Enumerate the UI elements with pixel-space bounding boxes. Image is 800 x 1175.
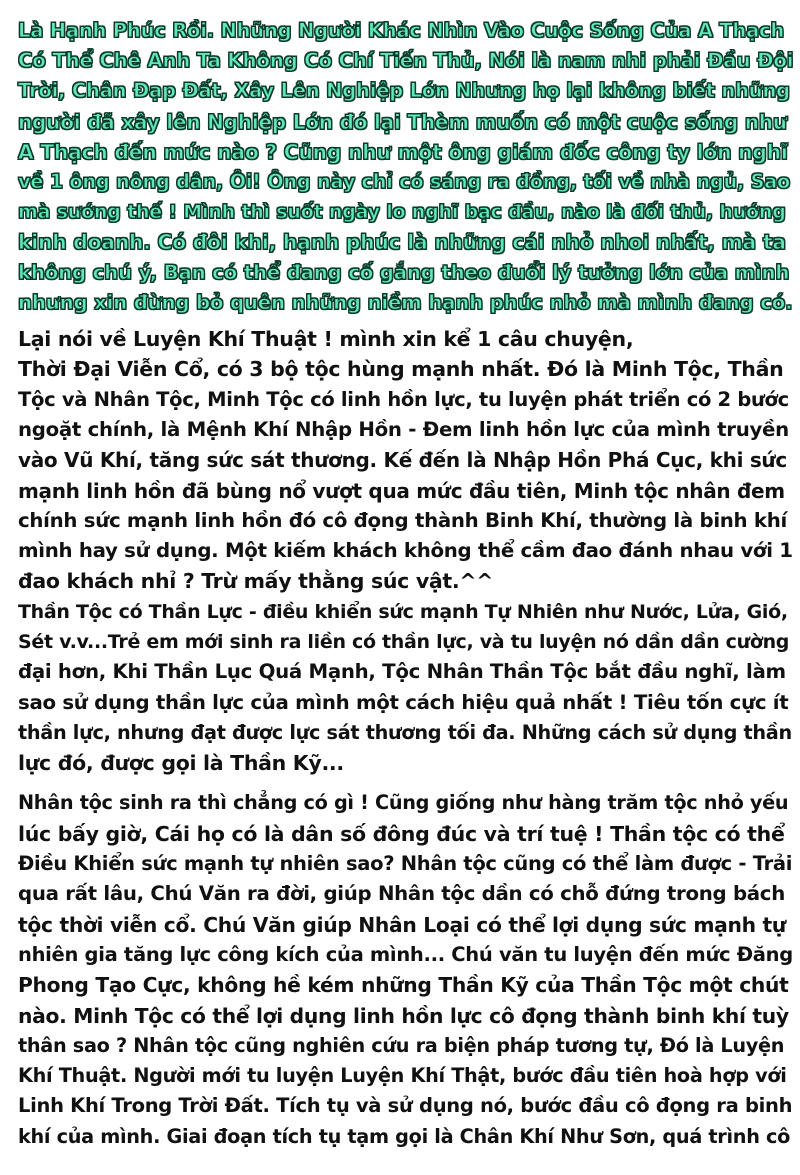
text-line: Thời Đại Viễn Cổ, có 3 bộ tộc hùng mạnh nhất. Đó là Minh Tộc, Thần xyxy=(18,357,784,382)
text-line: mình hay sử dụng. Một kiếm khách không thể cầm đao đánh nhau với 1 xyxy=(18,539,793,563)
text-line: Phong Tạo Cực, không hề kém những Thần Kỹ của Thần Tộc một chút xyxy=(18,973,789,998)
text-line: nhiên gia tăng lực công kích của mình... Chú văn tu luyện đến mức Đăng xyxy=(18,942,793,966)
text-line: Điều Khiển sức mạnh tự nhiên sao? Nhân tộc cũng có thể làm được - Trải xyxy=(18,852,793,876)
text-line: qua rất lâu, Chú Văn ra đời, giúp Nhân tộc dần có chỗ đứng trong bách xyxy=(18,882,785,906)
text-line: lúc bấy giờ, Cái họ có là dân số đông đúc và trí tuệ ! Thần tộc có thể xyxy=(18,821,785,846)
text-line: Lại nói về Luyện Khí Thuật ! mình xin kể 1 câu chuyện, xyxy=(18,327,634,352)
intro-line: không chú ý, Bạn có thể đang cố gắng theo đuổi lý tưởng lớn của mình xyxy=(18,260,790,284)
text-line: Thần Tộc có Thần Lực - điều khiển sức mạnh Tự Nhiên như Nước, Lửa, Gió, xyxy=(18,600,788,623)
text-line: khí của mình. Giai đoạn tích tụ tạm gọi là Chân Khí Như Sơn, quá trình cô xyxy=(18,1124,791,1148)
intro-passage xyxy=(18,16,794,318)
text-line: vào Vũ Khí, tăng sức sát thương. Kế đến là Nhập Hồn Phá Cục, khi sức xyxy=(18,448,787,473)
intro-line: về 1 ông nông dân, Ôi! Ông này chỉ có sáng ra đồng, tối về nhà ngủ, Sao xyxy=(18,170,791,194)
text-line: tộc thời viễn cổ. Chú Văn giúp Nhân Loại có thể lợi dụng sức mạnh tự xyxy=(18,912,786,937)
text-line: Linh Khí Trong Trời Đất. Tích tụ và sử dụng nó, bước đầu cô đọng ra binh xyxy=(18,1094,793,1118)
text-line: đại hơn, Khi Thần Lục Quá Mạnh, Tộc Nhân Thần Tộc bắt đầu nghĩ, làm xyxy=(18,660,786,684)
intro-line: nhưng xin đừng bỏ quên những niềm hạnh phúc nhỏ mà mình đang có. xyxy=(18,290,793,314)
intro-line: Có Thể Chê Anh Ta Không Có Chí Tiến Thủ, Nói là nam nhi phải Đầu Đội xyxy=(18,49,794,73)
intro-line: Trời, Chân Đạp Đất, Xây Lên Nghiệp Lớn Nhưng họ lại không biết những xyxy=(18,79,790,103)
text-line: sao sử dụng thần lực của mình một cách hiệu quả nhất ! Tiêu tốn cực ít xyxy=(18,690,789,714)
paragraph-nhan-toc xyxy=(18,788,793,1152)
text-line: lực đó, được gọi là Thần Kỹ... xyxy=(18,751,344,776)
paragraph-than-toc xyxy=(18,597,790,779)
text-line: Tộc và Nhân Tộc, Minh Tộc có linh hồn lực, tu luyện phát triển có 2 bước xyxy=(18,387,789,411)
text-line: đao khách nhỉ ? Trừ mấy thằng súc vật.^^ xyxy=(18,569,494,594)
text-line: thần lực, nhưng đạt được lực sát thương tối đa. Những cách sử dụng thần xyxy=(18,720,792,744)
text-line: chính sức mạnh linh hồn đó cô đọng thành Binh Khí, thường là binh khí xyxy=(18,508,787,532)
text-line: nào. Minh Tộc có thể lợi dụng linh hồn lực cô đọng thành binh khí tuỳ xyxy=(18,1003,789,1028)
text-line: mạnh linh hồn đã bùng nổ vượt qua mức đầu tiên, Minh tộc nhân đem xyxy=(18,478,785,503)
intro-line: mà sướng thế ! Mình thì suốt ngày lo nghĩ bạc đầu, nào là đối thủ, hướng xyxy=(18,201,786,224)
text-line: thân sao ? Nhân tộc cũng nghiên cứu ra biện pháp tương tự, Đó là Luyện xyxy=(18,1033,785,1057)
intro-line: kinh doanh. Có đôi khi, hạnh phúc là những cái nhỏ nhoi nhất, mà ta xyxy=(18,230,786,255)
text-line: Sét v.v...Trẻ em mới sinh ra liền có thần lực, và tu luyện nó dần dần cường xyxy=(18,631,790,653)
paragraph-minh-toc xyxy=(18,324,793,597)
intro-line: A Thạch đến mức nào ? Cũng như một ông giám đốc công ty lớn nghĩ xyxy=(18,139,788,164)
intro-line: Là Hạnh Phúc Rồi. Những Người Khác Nhìn Vào Cuộc Sống Của A Thạch xyxy=(18,19,785,42)
text-line: Nhân tộc sinh ra thì chẳng có gì ! Cũng giống như hàng trăm tộc nhỏ yếu xyxy=(18,791,789,815)
text-line: Khí Thuật. Người mới tu luyện Luyện Khí Thật, bước đầu tiên hoà hợp với xyxy=(18,1064,787,1088)
text-line: ngoặt chính, là Mệnh Khí Nhập Hồn - Đem linh hồn lực của mình truyền xyxy=(18,417,789,441)
intro-line: người đã xây lên Nghiệp Lớn đó lại Thèm muốn có một cuộc sống như xyxy=(18,109,787,134)
